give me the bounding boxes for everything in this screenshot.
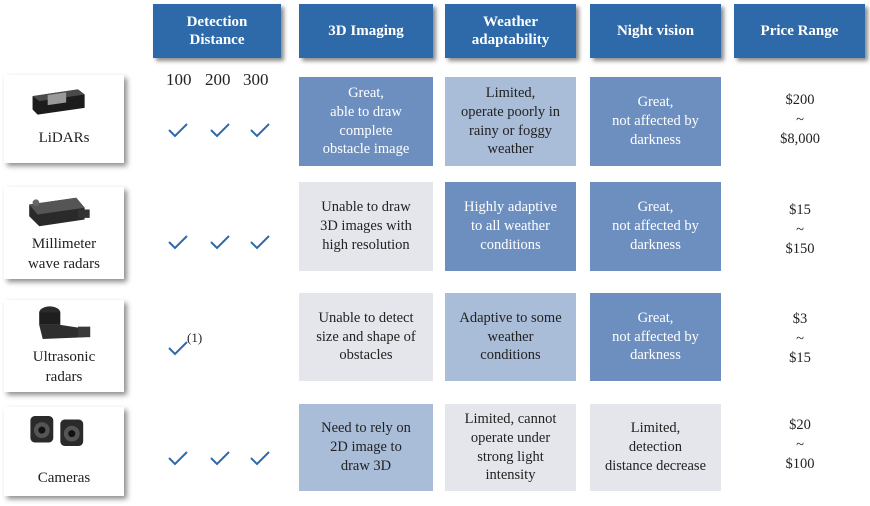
weather-cell-lidar: Limited, operate poorly in rainy or foggy weather (445, 77, 576, 166)
price-millimeter-radar (740, 201, 860, 260)
imaging-cell-camera: Need to rely on 2D image to draw 3D (299, 404, 433, 491)
distance-label-200: 200 (205, 70, 231, 89)
lidar-icon (4, 81, 105, 123)
sensor-label-camera: Cameras (37, 470, 91, 486)
weather-cell-camera: Limited, cannot operate under strong light intensity (445, 404, 576, 491)
sensor-card-camera (4, 407, 124, 496)
night-cell-lidar: Great, not affected by darkness (590, 77, 721, 166)
night-cell-ultrasonic-radar: Great, not affected by darkness (590, 293, 721, 381)
price-sep-ultrasonic-radar: ~ (796, 330, 804, 347)
price-sep-lidar: ~ (796, 111, 804, 128)
price-low-ultrasonic-radar: $3 (792, 311, 808, 327)
check-icon (209, 234, 231, 250)
footnote-marker-ultrasonic: (1) (187, 330, 203, 345)
camera-icon (4, 409, 110, 453)
check-icon (167, 122, 189, 138)
weather-cell-millimeter-radar: Highly adaptive to all weather conditions (445, 182, 576, 271)
price-low-millimeter-radar: $15 (789, 202, 811, 218)
imaging-cell-ultrasonic-radar: Unable to detect size and shape of obstacles (299, 293, 433, 381)
sensor-card-lidar (4, 75, 124, 163)
distance-label-100: 100 (166, 70, 192, 89)
check-icon (209, 450, 231, 466)
price-sep-millimeter-radar: ~ (796, 221, 804, 238)
check-icon (167, 234, 189, 250)
check-icon (209, 122, 231, 138)
header-price-range: Price Range (734, 4, 865, 58)
check-icon (167, 340, 189, 356)
check-icon (249, 122, 271, 138)
header-detection-distance: Detection Distance (153, 4, 281, 58)
header-night-vision: Night vision (590, 4, 721, 58)
check-icon (249, 234, 271, 250)
check-icon (167, 450, 189, 466)
sensor-card-ultrasonic-radar (4, 300, 124, 392)
price-camera (740, 416, 860, 475)
header-weather-adaptability: Weather adaptability (445, 4, 576, 58)
price-ultrasonic-radar (740, 310, 860, 369)
sensor-label-lidar: LiDARs (38, 130, 90, 146)
weather-cell-ultrasonic-radar: Adaptive to some weather conditions (445, 293, 576, 381)
night-cell-millimeter-radar: Great, not affected by darkness (590, 182, 721, 271)
price-high-lidar: $8,000 (780, 131, 820, 148)
sensor-label-ultrasonic-radar: Ultrasonic radars (32, 349, 96, 385)
millimeter-radar-icon (4, 191, 105, 233)
price-high-camera: $100 (785, 456, 815, 473)
distance-label-300: 300 (243, 70, 269, 89)
price-high-millimeter-radar: $150 (785, 241, 815, 258)
price-lidar (740, 91, 860, 150)
price-sep-camera: ~ (796, 436, 804, 453)
imaging-cell-millimeter-radar: Unable to draw 3D images with high resolution (299, 182, 433, 271)
price-low-camera: $20 (789, 417, 811, 433)
night-cell-camera: Limited, detection distance decrease (590, 404, 721, 491)
check-icon (249, 450, 271, 466)
sensor-card-millimeter-radar (4, 187, 124, 279)
sensor-label-millimeter-radar: Millimeter wave radars (27, 236, 101, 272)
price-low-lidar: $200 (785, 92, 815, 108)
header-3d-imaging: 3D Imaging (299, 4, 433, 58)
imaging-cell-lidar: Great, able to draw complete obstacle image (299, 77, 433, 166)
price-high-ultrasonic-radar: $15 (789, 350, 811, 367)
ultrasonic-radar-icon (4, 302, 110, 346)
